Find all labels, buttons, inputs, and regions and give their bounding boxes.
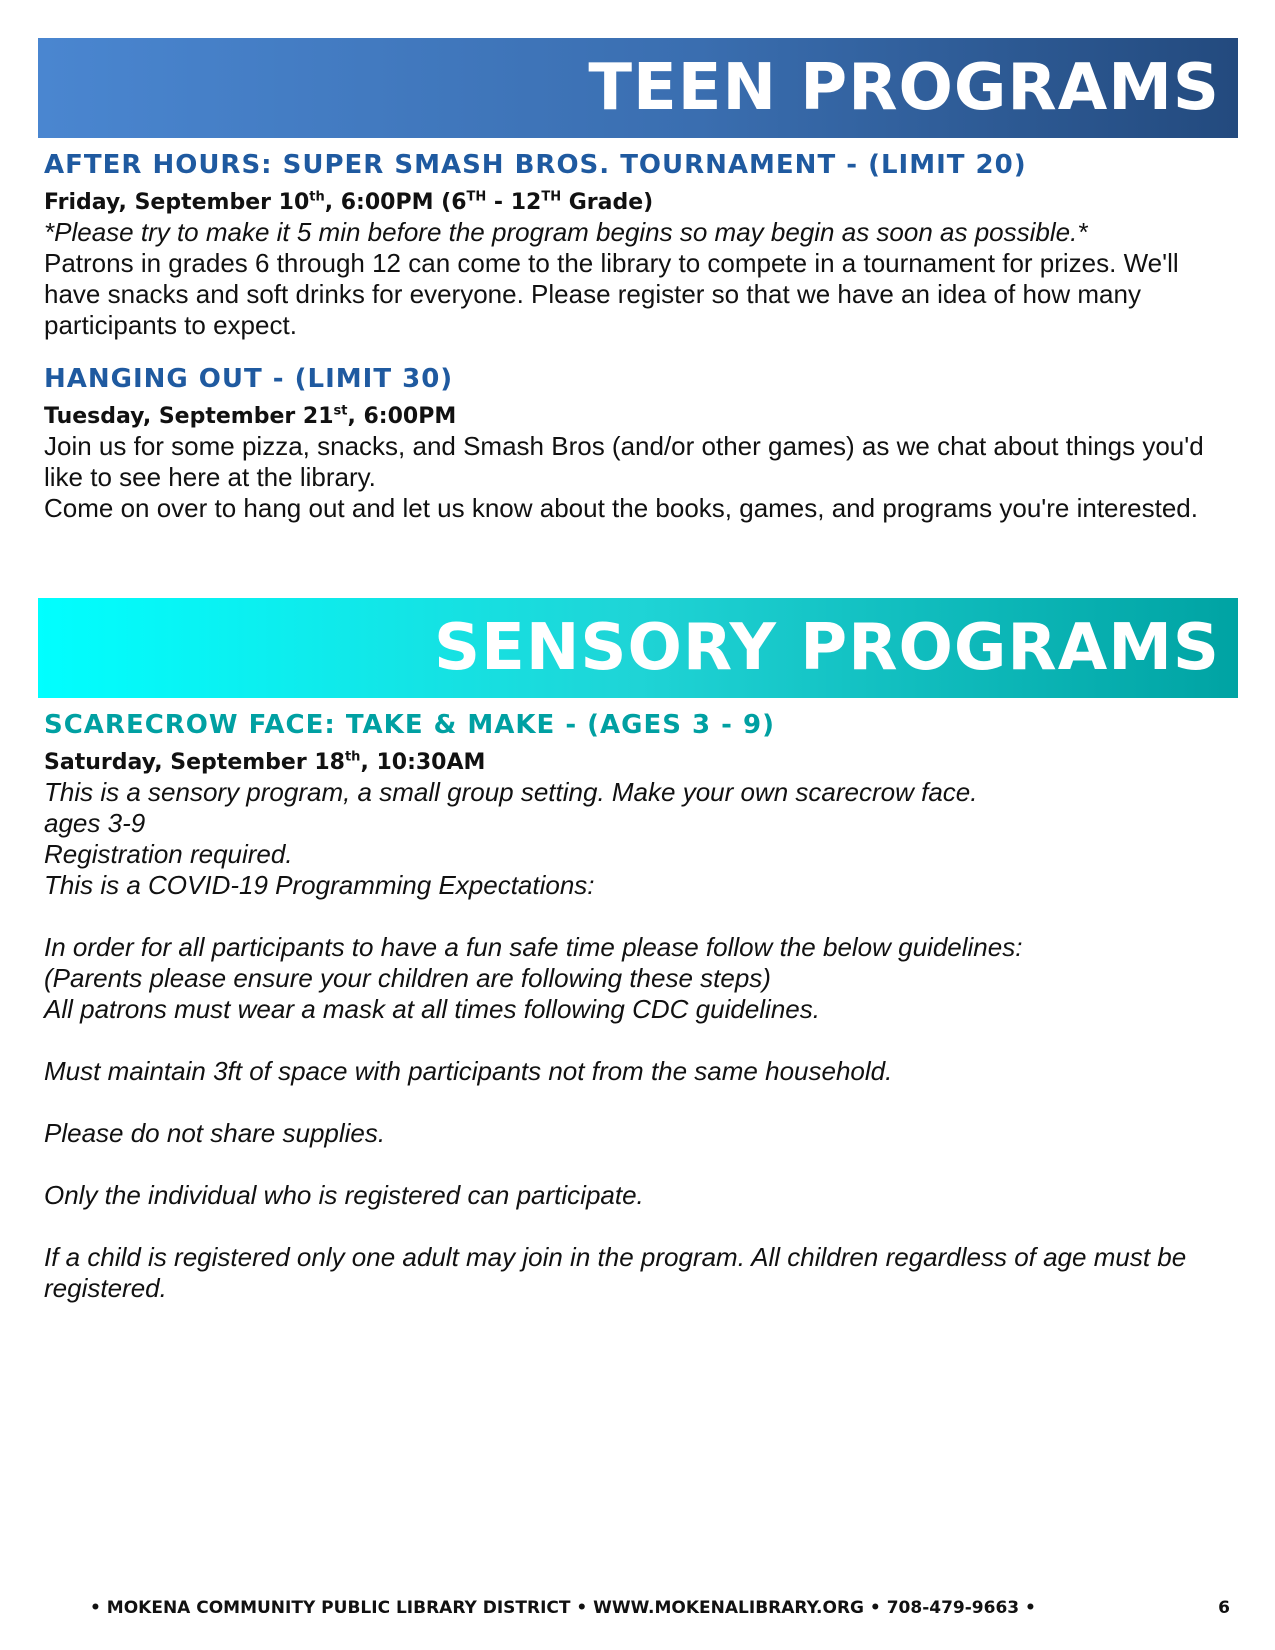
hanging-out-line: Join us for some pizza, snacks, and Smash Bros (and/or other games) as we chat about things you'd like to see here at the library.	[44, 431, 1204, 492]
after-hours-title: AFTER HOURS: SUPER SMASH BROS. TOURNAMENT - (LIMIT 20)	[44, 150, 1027, 180]
scarecrow-line: (Parents please ensure your children are following these steps)	[44, 963, 771, 993]
scarecrow-line: All patrons must wear a mask at all times following CDC guidelines.	[44, 994, 820, 1024]
scarecrow-title: SCARECROW FACE: TAKE & MAKE - (AGES 3 - 9)	[44, 710, 775, 740]
after-hours-note: *Please try to make it 5 min before the program begins so may begin as soon as possible.*	[44, 217, 1088, 247]
scarecrow-line: This is a COVID-19 Programming Expectations:	[44, 870, 595, 900]
after-hours-details: Patrons in grades 6 through 12 can come to the library to compete in a tournament for prizes. We'll have snacks and soft drinks for everyone. Please register so that we have an idea of how many participants to expect.	[44, 248, 1179, 340]
scarecrow-line: Please do not share supplies.	[44, 1118, 386, 1148]
scarecrow-line: ages 3-9	[44, 808, 146, 838]
page-number: 6	[1218, 1598, 1230, 1618]
scarecrow-line: Must maintain 3ft of space with participants not from the same household.	[44, 1056, 893, 1086]
hanging-out-date: Tuesday, September 21st, 6:00PM	[44, 403, 457, 429]
sensory-programs-title: SENSORY PROGRAMS	[434, 611, 1220, 685]
scarecrow-line: Only the individual who is registered can participate.	[44, 1180, 644, 1210]
scarecrow-line: This is a sensory program, a small group setting. Make your own scarecrow face.	[44, 777, 978, 807]
after-hours-program	[44, 150, 1224, 341]
page-footer	[90, 1598, 1230, 1618]
sensory-programs-banner	[38, 598, 1238, 698]
hanging-out-title: HANGING OUT - (LIMIT 30)	[44, 364, 454, 394]
hanging-out-program	[44, 364, 1224, 524]
hanging-out-line: Come on over to hang out and let us know about the books, games, and programs you're interested.	[44, 493, 1198, 523]
scarecrow-line: In order for all participants to have a fun safe time please follow the below guidelines:	[44, 932, 1023, 962]
scarecrow-date: Saturday, September 18th, 10:30AM	[44, 749, 486, 775]
footer-contact: • MOKENA COMMUNITY PUBLIC LIBRARY DISTRICT • WWW.MOKENALIBRARY.ORG • 708-479-9663 •	[90, 1598, 1036, 1618]
after-hours-date: Friday, September 10th, 6:00PM (6TH - 12TH Grade)	[44, 189, 654, 215]
teen-programs-banner	[38, 38, 1238, 138]
scarecrow-description	[44, 777, 1224, 1304]
scarecrow-program	[44, 710, 1224, 1304]
hanging-out-description	[44, 431, 1224, 524]
scarecrow-line: Registration required.	[44, 839, 293, 869]
teen-programs-title: TEEN PROGRAMS	[588, 51, 1220, 125]
scarecrow-line: If a child is registered only one adult may join in the program. All children regardless of age must be registered.	[44, 1242, 1187, 1303]
after-hours-description	[44, 217, 1224, 341]
